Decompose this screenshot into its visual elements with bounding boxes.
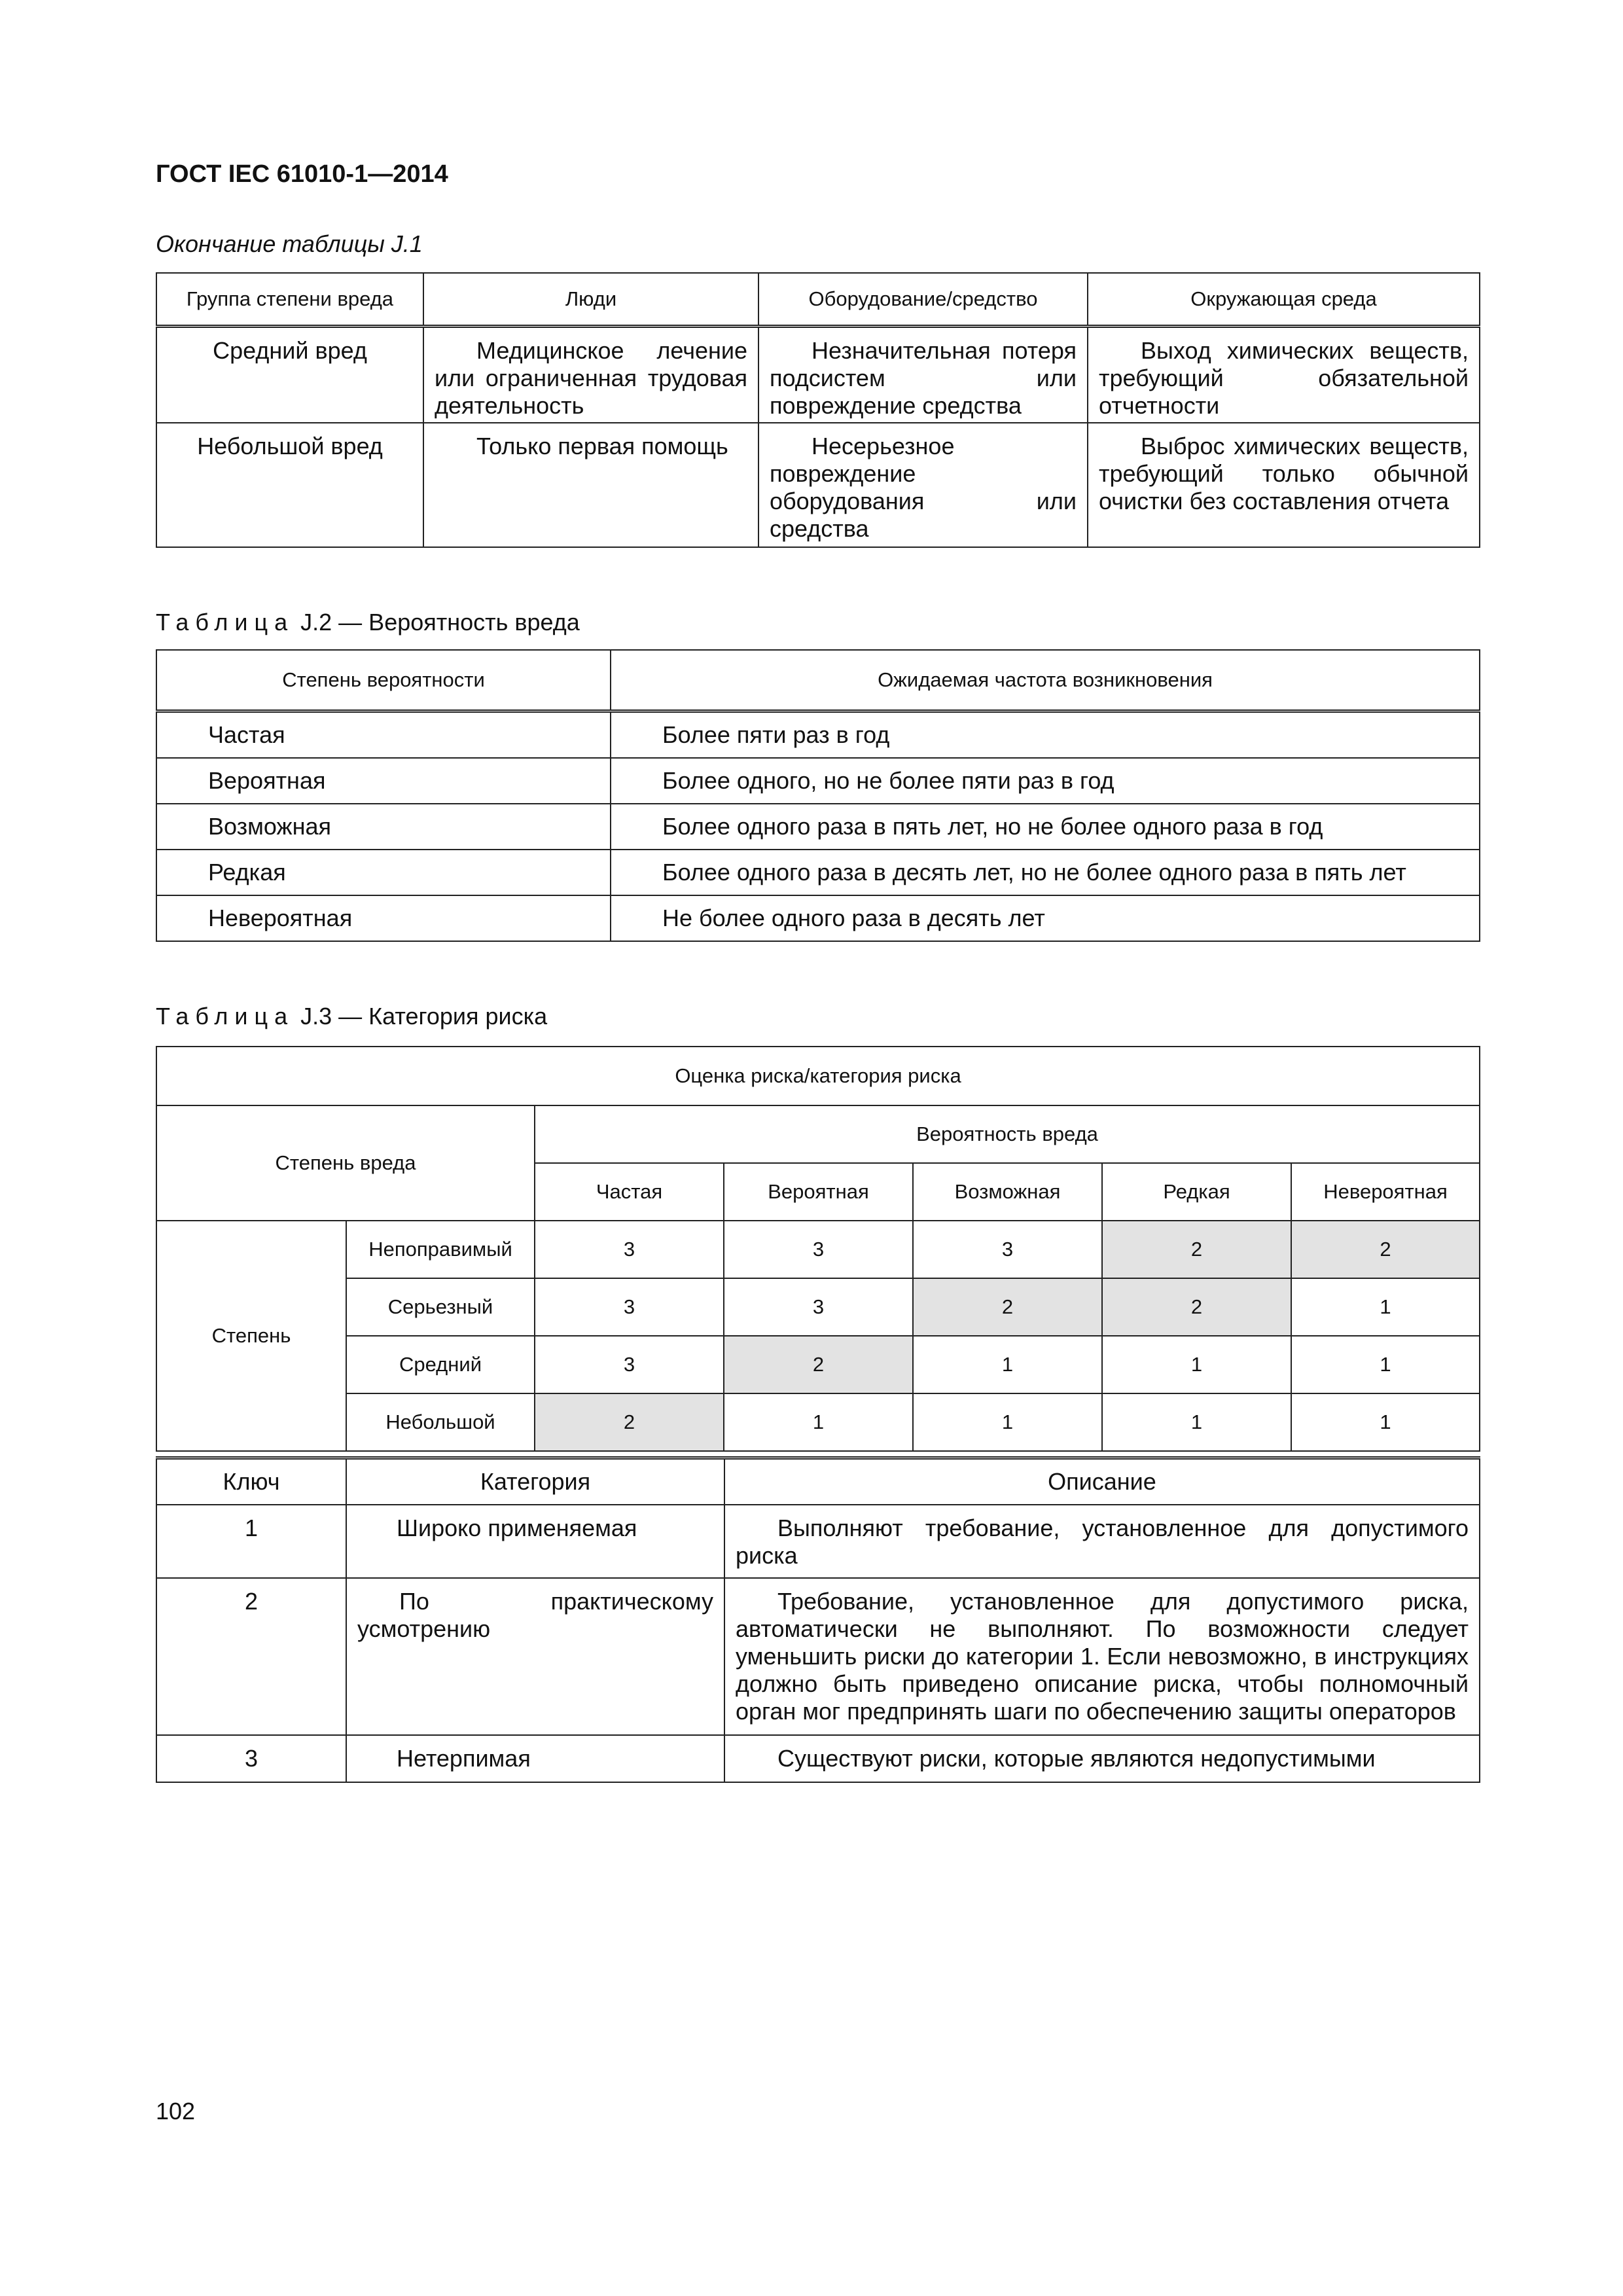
key-cell: 2 bbox=[156, 1578, 346, 1735]
table-cell-text: Несерьезное повреждение оборудования или средства bbox=[770, 433, 1077, 542]
table-j1-header-row bbox=[156, 273, 1480, 327]
key-cell: 1 bbox=[156, 1505, 346, 1578]
table-row bbox=[156, 1578, 1480, 1735]
matrix-cell: 1 bbox=[1102, 1393, 1291, 1451]
table-cell: Более одного, но не более пяти раз в год bbox=[611, 758, 1480, 804]
matrix-row bbox=[156, 1393, 1480, 1451]
table-j2 bbox=[156, 649, 1480, 942]
table-cell: Невероятная bbox=[156, 895, 611, 941]
table-j2-col-header: Ожидаемая частота возникновения bbox=[611, 650, 1480, 711]
table-cell-text: Выход химических веществ, требующий обязательной отчетности bbox=[1099, 337, 1469, 419]
table-j2-caption bbox=[156, 609, 580, 636]
table-j1-col-header: Люди bbox=[423, 273, 758, 327]
description-text: Существуют риски, которые являются недопустимыми bbox=[777, 1745, 1376, 1772]
document-header: ГОСТ IEC 61010-1—2014 bbox=[156, 160, 448, 188]
table-cell bbox=[1088, 327, 1480, 423]
table-j2-caption-label: Таблица bbox=[156, 609, 294, 636]
matrix-cell: 3 bbox=[535, 1336, 724, 1393]
table-cell: Не более одного раза в десять лет bbox=[611, 895, 1480, 941]
table-j3-risk-matrix bbox=[156, 1046, 1480, 1452]
key-col-header: Категория bbox=[346, 1458, 724, 1505]
description-text: Выполняют требование, установленное для допустимого риска bbox=[736, 1515, 1469, 1569]
severity-label: Небольшой bbox=[346, 1393, 535, 1451]
matrix-row bbox=[156, 1278, 1480, 1336]
matrix-cell: 3 bbox=[535, 1278, 724, 1336]
table-j1-col-header: Оборудование/средство bbox=[758, 273, 1088, 327]
table-cell: Вероятная bbox=[156, 758, 611, 804]
table-j2-header-row bbox=[156, 650, 1480, 711]
table-cell-text: Выброс химических веществ, требующий только обычной очистки без составления отчета bbox=[1099, 433, 1469, 514]
probability-label: Частая bbox=[535, 1163, 724, 1221]
degree-header: Степень вреда bbox=[156, 1105, 535, 1221]
table-j2-caption-text: J.2 — Вероятность вреда bbox=[294, 609, 580, 636]
table-j1-col-header: Группа степени вреда bbox=[156, 273, 423, 327]
matrix-cell: 3 bbox=[913, 1221, 1102, 1278]
probability-label: Возможная bbox=[913, 1163, 1102, 1221]
table-cell: Редкая bbox=[156, 850, 611, 895]
table-j3-key-header-row bbox=[156, 1458, 1480, 1505]
table-cell bbox=[423, 327, 758, 423]
probability-label: Редкая bbox=[1102, 1163, 1291, 1221]
table-j1 bbox=[156, 272, 1480, 548]
table-cell bbox=[423, 423, 758, 547]
table-row bbox=[156, 423, 1480, 547]
matrix-cell: 3 bbox=[535, 1221, 724, 1278]
matrix-cell: 2 bbox=[1102, 1221, 1291, 1278]
table-j3-caption-label: Таблица bbox=[156, 1003, 294, 1030]
severity-label: Непоправимый bbox=[346, 1221, 535, 1278]
matrix-cell: 2 bbox=[535, 1393, 724, 1451]
table-cell-text: Медицинское лечение или ограниченная трудовая деятельность bbox=[435, 337, 747, 419]
table-cell-text: Только первая помощь bbox=[476, 433, 728, 459]
table-cell: Небольшой вред bbox=[156, 423, 423, 547]
probability-label: Невероятная bbox=[1291, 1163, 1480, 1221]
table-row bbox=[156, 1735, 1480, 1782]
matrix-cell: 1 bbox=[1291, 1336, 1480, 1393]
table-row bbox=[156, 850, 1480, 895]
table-j2-col-header: Степень вероятности bbox=[156, 650, 611, 711]
table-j3-header-row bbox=[156, 1105, 1480, 1163]
key-cell: 3 bbox=[156, 1735, 346, 1782]
description-cell bbox=[724, 1505, 1480, 1578]
matrix-row bbox=[156, 1221, 1480, 1278]
table-row bbox=[156, 804, 1480, 850]
category-cell: Нетерпимая bbox=[346, 1735, 724, 1782]
matrix-cell: 1 bbox=[1291, 1278, 1480, 1336]
description-cell bbox=[724, 1578, 1480, 1735]
matrix-cell: 3 bbox=[724, 1278, 913, 1336]
table-j3-title-row bbox=[156, 1047, 1480, 1105]
matrix-cell: 2 bbox=[1291, 1221, 1480, 1278]
matrix-cell: 1 bbox=[913, 1393, 1102, 1451]
table-cell: Возможная bbox=[156, 804, 611, 850]
matrix-cell: 1 bbox=[1102, 1336, 1291, 1393]
description-text: Требование, установленное для допустимого риска, автоматически не выполняют. По возможности следует уменьшить риски до категории 1. Если невозможно, в инструкциях должно быть приведено описание риска, чтобы полномочный орган мог предпринять шаги по обеспечению защиты операторов bbox=[736, 1588, 1469, 1725]
severity-label: Серьезный bbox=[346, 1278, 535, 1336]
table-cell: Частая bbox=[156, 711, 611, 759]
category-cell bbox=[346, 1578, 724, 1735]
table-row bbox=[156, 895, 1480, 941]
matrix-cell: 2 bbox=[1102, 1278, 1291, 1336]
key-col-header: Ключ bbox=[156, 1458, 346, 1505]
matrix-cell: 2 bbox=[724, 1336, 913, 1393]
matrix-cell: 1 bbox=[1291, 1393, 1480, 1451]
table-j3-caption-text: J.3 — Категория риска bbox=[294, 1003, 548, 1030]
matrix-row bbox=[156, 1336, 1480, 1393]
category-text: По практическому усмотрению bbox=[357, 1588, 713, 1642]
probability-label: Вероятная bbox=[724, 1163, 913, 1221]
matrix-cell: 1 bbox=[913, 1336, 1102, 1393]
matrix-cell: 1 bbox=[724, 1393, 913, 1451]
table-j3-title: Оценка риска/категория риска bbox=[156, 1047, 1480, 1105]
severity-side-label: Степень bbox=[156, 1221, 346, 1451]
description-cell bbox=[724, 1735, 1480, 1782]
table-row bbox=[156, 1505, 1480, 1578]
table-cell: Более одного раза в десять лет, но не более одного раза в пять лет bbox=[611, 850, 1480, 895]
matrix-cell: 3 bbox=[724, 1221, 913, 1278]
table-cell-text: Незначительная потеря подсистем или повреждение средства bbox=[770, 337, 1077, 419]
probability-header: Вероятность вреда bbox=[535, 1105, 1480, 1163]
table-j1-col-header: Окружающая среда bbox=[1088, 273, 1480, 327]
matrix-cell: 2 bbox=[913, 1278, 1102, 1336]
table-row bbox=[156, 327, 1480, 423]
table-j3-caption bbox=[156, 1003, 547, 1030]
table-cell: Средний вред bbox=[156, 327, 423, 423]
table-row bbox=[156, 711, 1480, 759]
table-j3-key bbox=[156, 1456, 1480, 1783]
table-cell bbox=[1088, 423, 1480, 547]
table-cell: Более пяти раз в год bbox=[611, 711, 1480, 759]
severity-label: Средний bbox=[346, 1336, 535, 1393]
category-cell: Широко применяемая bbox=[346, 1505, 724, 1578]
page-number: 102 bbox=[156, 2098, 196, 2125]
table-row bbox=[156, 758, 1480, 804]
table-cell bbox=[758, 423, 1088, 547]
table-j1-caption: Окончание таблицы J.1 bbox=[156, 230, 423, 257]
key-col-header: Описание bbox=[724, 1458, 1480, 1505]
table-cell: Более одного раза в пять лет, но не более одного раза в год bbox=[611, 804, 1480, 850]
table-cell bbox=[758, 327, 1088, 423]
